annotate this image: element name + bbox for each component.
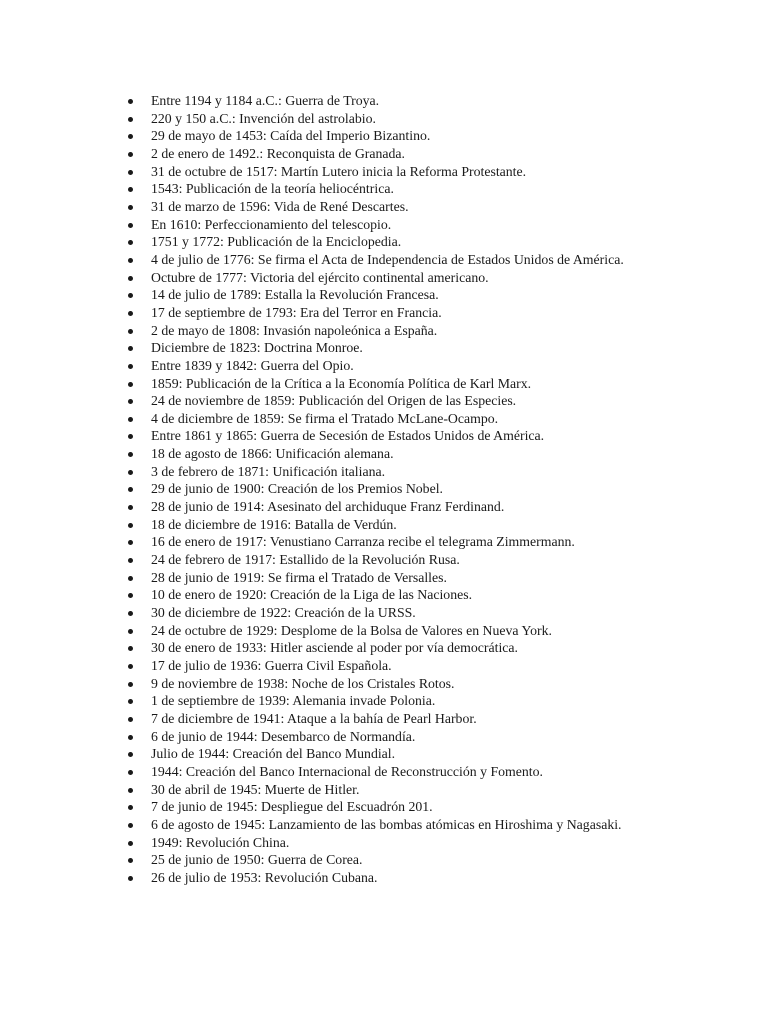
event-text: 24 de febrero de 1917: Estallido de la Revolución Rusa. xyxy=(151,552,460,568)
list-item xyxy=(128,322,638,340)
event-text: Diciembre de 1823: Doctrina Monroe. xyxy=(151,340,363,356)
list-item xyxy=(128,480,638,498)
event-text: 1751 y 1772: Publicación de la Enciclopedia. xyxy=(151,234,402,250)
list-item xyxy=(128,92,638,110)
event-text: 1 de septiembre de 1939: Alemania invade Polonia. xyxy=(151,693,436,709)
list-item xyxy=(128,745,638,763)
list-item xyxy=(128,110,638,128)
event-text: 3 de febrero de 1871: Unificación italiana. xyxy=(151,463,386,479)
bullet-icon xyxy=(128,382,133,387)
list-item xyxy=(128,798,638,816)
bullet-icon xyxy=(128,505,133,510)
list-item xyxy=(128,427,638,445)
event-text: 16 de enero de 1917: Venustiano Carranza recibe el telegrama Zimmermann. xyxy=(151,534,575,550)
bullet-icon xyxy=(128,805,133,810)
event-text: 29 de junio de 1900: Creación de los Premios Nobel. xyxy=(151,481,443,497)
bullet-icon xyxy=(128,629,133,634)
bullet-icon xyxy=(128,434,133,439)
event-text: 1949: Revolución China. xyxy=(151,834,290,850)
bullet-icon xyxy=(128,170,133,175)
list-item xyxy=(128,163,638,181)
event-text: 26 de julio de 1953: Revolución Cubana. xyxy=(151,869,378,885)
list-item xyxy=(128,622,638,640)
historical-events-list xyxy=(128,92,638,887)
bullet-icon xyxy=(128,593,133,598)
list-item xyxy=(128,180,638,198)
bullet-icon xyxy=(128,152,133,157)
event-text: 6 de junio de 1944: Desembarco de Normandía. xyxy=(151,728,416,744)
event-text: 7 de junio de 1945: Despliegue del Escuadrón 201. xyxy=(151,799,433,815)
bullet-icon xyxy=(128,240,133,245)
list-item xyxy=(128,604,638,622)
event-text: 18 de agosto de 1866: Unificación alemana. xyxy=(151,446,394,462)
bullet-icon xyxy=(128,788,133,793)
event-text: 24 de octubre de 1929: Desplome de la Bolsa de Valores en Nueva York. xyxy=(151,622,552,638)
list-item xyxy=(128,251,638,269)
list-item xyxy=(128,127,638,145)
list-item xyxy=(128,375,638,393)
bullet-icon xyxy=(128,205,133,210)
list-item xyxy=(128,286,638,304)
list-item xyxy=(128,533,638,551)
event-text: En 1610: Perfeccionamiento del telescopio. xyxy=(151,216,392,232)
event-text: 4 de julio de 1776: Se firma el Acta de Independencia de Estados Unidos de América. xyxy=(151,251,624,267)
bullet-icon xyxy=(128,558,133,563)
list-item xyxy=(128,357,638,375)
event-text: 31 de marzo de 1596: Vida de René Descartes. xyxy=(151,198,409,214)
bullet-icon xyxy=(128,664,133,669)
bullet-icon xyxy=(128,364,133,369)
bullet-icon xyxy=(128,717,133,722)
bullet-icon xyxy=(128,682,133,687)
event-text: 2 de enero de 1492.: Reconquista de Granada. xyxy=(151,145,406,161)
bullet-icon xyxy=(128,452,133,457)
list-item xyxy=(128,569,638,587)
list-item xyxy=(128,728,638,746)
list-item xyxy=(128,410,638,428)
list-item xyxy=(128,551,638,569)
event-text: 17 de septiembre de 1793: Era del Terror en Francia. xyxy=(151,304,442,320)
event-text: 7 de diciembre de 1941: Ataque a la bahía de Pearl Harbor. xyxy=(151,710,477,726)
event-text: 29 de mayo de 1453: Caída del Imperio Bizantino. xyxy=(151,128,431,144)
list-item xyxy=(128,516,638,534)
list-item xyxy=(128,763,638,781)
bullet-icon xyxy=(128,841,133,846)
bullet-icon xyxy=(128,329,133,334)
list-item xyxy=(128,816,638,834)
event-text: 17 de julio de 1936: Guerra Civil Española. xyxy=(151,658,392,673)
bullet-icon xyxy=(128,117,133,122)
event-text: 1944: Creación del Banco Internacional de Reconstrucción y Fomento. xyxy=(151,763,543,779)
bullet-icon xyxy=(128,311,133,316)
event-text: 25 de junio de 1950: Guerra de Corea. xyxy=(151,852,363,868)
list-item xyxy=(128,781,638,799)
bullet-icon xyxy=(128,470,133,475)
list-item xyxy=(128,834,638,852)
bullet-icon xyxy=(128,699,133,704)
event-text: Entre 1194 y 1184 a.C.: Guerra de Troya. xyxy=(151,93,380,108)
list-item xyxy=(128,269,638,287)
event-text: 30 de abril de 1945: Muerte de Hitler. xyxy=(151,781,360,797)
bullet-icon xyxy=(128,523,133,528)
bullet-icon xyxy=(128,293,133,298)
event-text: 30 de enero de 1933: Hitler asciende al poder por vía democrática. xyxy=(151,640,518,656)
bullet-icon xyxy=(128,646,133,651)
bullet-icon xyxy=(128,258,133,263)
event-text: 10 de enero de 1920: Creación de la Liga de las Naciones. xyxy=(151,587,473,603)
bullet-icon xyxy=(128,134,133,139)
bullet-icon xyxy=(128,576,133,581)
bullet-icon xyxy=(128,399,133,404)
bullet-icon xyxy=(128,876,133,881)
event-text: 18 de diciembre de 1916: Batalla de Verdún. xyxy=(151,516,397,532)
list-item xyxy=(128,498,638,516)
event-text: Entre 1861 y 1865: Guerra de Secesión de Estados Unidos de América. xyxy=(151,428,545,444)
bullet-icon xyxy=(128,770,133,775)
bullet-icon xyxy=(128,187,133,192)
bullet-icon xyxy=(128,487,133,492)
list-item xyxy=(128,216,638,234)
list-item xyxy=(128,869,638,887)
list-item xyxy=(128,851,638,869)
event-text: 30 de diciembre de 1922: Creación de la URSS. xyxy=(151,605,416,621)
bullet-icon xyxy=(128,540,133,545)
bullet-icon xyxy=(128,611,133,616)
event-text: Julio de 1944: Creación del Banco Mundial. xyxy=(151,746,396,762)
event-text: Entre 1839 y 1842: Guerra del Opio. xyxy=(151,357,354,373)
list-item xyxy=(128,445,638,463)
bullet-icon xyxy=(128,276,133,281)
list-item xyxy=(128,586,638,604)
list-item xyxy=(128,675,638,693)
bullet-icon xyxy=(128,823,133,828)
list-item xyxy=(128,304,638,322)
event-text: 9 de noviembre de 1938: Noche de los Cristales Rotos. xyxy=(151,675,455,691)
list-item xyxy=(128,145,638,163)
list-item xyxy=(128,339,638,357)
bullet-icon xyxy=(128,735,133,740)
event-text: 31 de octubre de 1517: Martín Lutero inicia la Reforma Protestante. xyxy=(151,163,527,179)
bullet-icon xyxy=(128,346,133,351)
event-text: 1859: Publicación de la Crítica a la Economía Política de Karl Marx. xyxy=(151,375,532,391)
bullet-icon xyxy=(128,223,133,228)
event-text: 4 de diciembre de 1859: Se firma el Tratado McLane-Ocampo. xyxy=(151,410,499,426)
list-item xyxy=(128,198,638,216)
event-text: 28 de junio de 1919: Se firma el Tratado de Versalles. xyxy=(151,569,447,585)
list-item xyxy=(128,692,638,710)
event-text: 1543: Publicación de la teoría heliocéntrica. xyxy=(151,181,394,197)
event-text: Octubre de 1777: Victoria del ejército continental americano. xyxy=(151,269,489,285)
list-item xyxy=(128,463,638,481)
list-item xyxy=(128,639,638,657)
bullet-icon xyxy=(128,99,133,104)
list-item xyxy=(128,657,638,675)
event-text: 2 de mayo de 1808: Invasión napoleónica a España. xyxy=(151,322,438,338)
bullet-icon xyxy=(128,417,133,422)
bullet-icon xyxy=(128,858,133,863)
list-item xyxy=(128,233,638,251)
event-text: 24 de noviembre de 1859: Publicación del Origen de las Especies. xyxy=(151,393,517,409)
bullet-icon xyxy=(128,752,133,757)
event-text: 6 de agosto de 1945: Lanzamiento de las bombas atómicas en Hiroshima y Nagasaki. xyxy=(151,816,622,832)
event-text: 28 de junio de 1914: Asesinato del archiduque Franz Ferdinand. xyxy=(151,499,505,515)
list-item xyxy=(128,710,638,728)
event-text: 220 y 150 a.C.: Invención del astrolabio. xyxy=(151,110,376,126)
event-text: 14 de julio de 1789: Estalla la Revolución Francesa. xyxy=(151,287,439,303)
list-item xyxy=(128,392,638,410)
